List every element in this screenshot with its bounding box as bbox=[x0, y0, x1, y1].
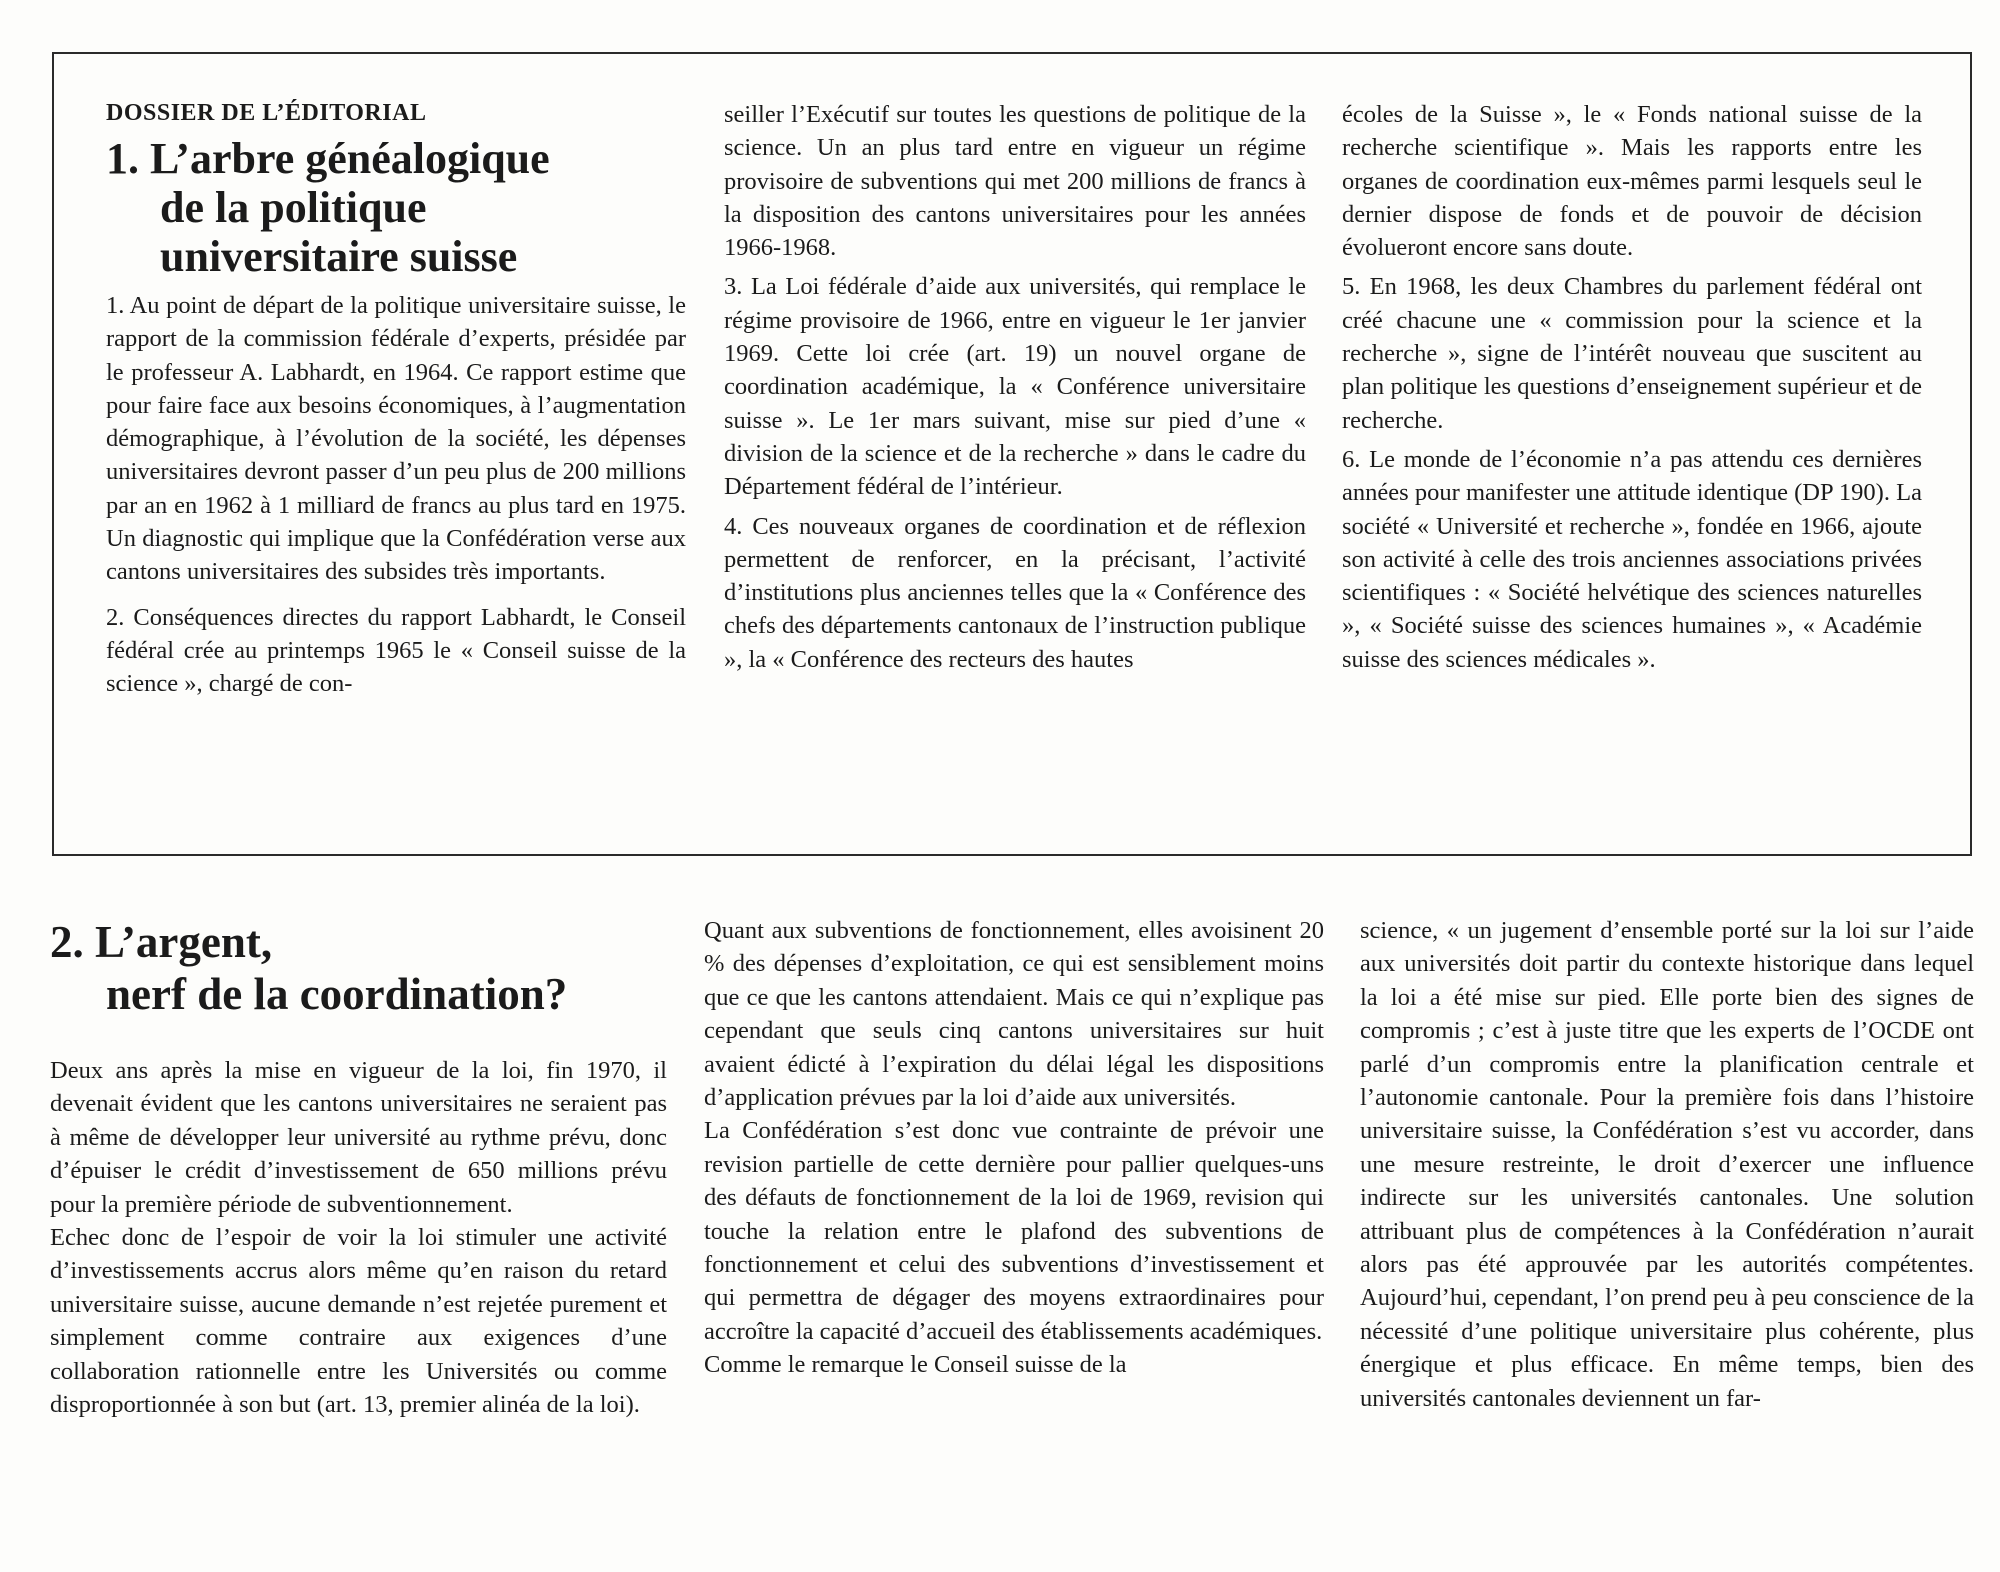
section1-column-1 bbox=[106, 98, 686, 701]
section1-title bbox=[106, 134, 686, 281]
section1-title-line1: 1. L’arbre généalogique bbox=[106, 134, 550, 183]
dossier-kicker: DOSSIER DE L’ÉDITORIAL bbox=[106, 100, 427, 126]
section1-paragraph-1: 1. Au point de départ de la politique universitaire suisse, le rapport de la commission fédérale d’experts, présidée par le professeur A. Labhardt, en 1964. Ce rapport estime que pour faire face aux besoins économiques, à l’augmentation démographique, à l’évolution de la société, les dépenses universitaires devront passer d’un peu plus de 200 millions par an en 1962 à 1 milliard de francs au plus tard en 1975. Un diagnostic qui implique que la Confédération verse aux cantons universitaires des subsides très importants. bbox=[106, 292, 686, 586]
section2-column-3 bbox=[1360, 914, 1974, 1415]
section2-paragraph-4: La Confédération s’est donc vue contrainte de prévoir une revision partielle de cette dernière pour pallier quelques-uns des défauts de fonctionnement de la loi de 1969, revision qui touche la relation entre le plafond des subventions de fonctionnement et celui des subventions d’investissement et qui permettra de dégager des moyens extraordinaires pour accroître la capacité d’accueil des établissements académiques. bbox=[704, 1117, 1324, 1345]
section2-column-2 bbox=[704, 914, 1324, 1382]
section2-column-1 bbox=[50, 916, 667, 1421]
section1-paragraph-3: 3. La Loi fédérale d’aide aux universités, qui remplace le régime provisoire de 1966, entre en vigueur le 1er janvier 1969. Cette loi crée (art. 19) un nouvel organe de coordination académique, la « Conférence universitaire suisse ». Le 1er mars suivant, mise sur pied d’une « division de la science et de la recherche » dans le cadre du Département fédéral de l’intérieur. bbox=[724, 273, 1306, 501]
section2-paragraph-3: Quant aux subventions de fonctionnement, elles avoisinent 20 % des dépenses d’exploitation, ce qui est sensiblement moins que ce que les cantons attendaient. Mais ce qui n’explique pas cependant que seuls cinq cantons universitaires sur huit avaient édicté à l’expiration du délai légal les dispositions d’application prévues par la loi d’aide aux universités. bbox=[704, 917, 1324, 1112]
section1-paragraph-5: 5. En 1968, les deux Chambres du parlement fédéral ont créé chacune une « commission pour la science et la recherche », signe de l’intérêt nouveau que suscitent au plan politique les questions d’enseignement supérieur et de recherche. bbox=[1342, 273, 1922, 434]
section1-column-3 bbox=[1342, 98, 1922, 676]
section1-paragraph-2-cont: seiller l’Exécutif sur toutes les questions de politique de la science. Un an plus tard entre en vigueur un régime provisoire de subventions qui met 200 millions de francs à la disposition des cantons universitaires pour les années 1966-1968. bbox=[724, 101, 1306, 262]
section1-title-line2: de la politique bbox=[160, 183, 427, 232]
section1-paragraph-4-cont: écoles de la Suisse », le « Fonds national suisse de la recherche scientifique ». Mais les rapports entre les organes de coordination eux-mêmes parmi lesquels seul le dernier dispose de fonds et de pouvoir de décision évolueront encore sans doute. bbox=[1342, 101, 1922, 262]
section2-paragraph-6: science, « un jugement d’ensemble porté sur la loi sur l’aide aux universités doit partir du contexte historique dans lequel la loi a été mise sur pied. Elle porte bien des signes de compromis ; c’est à juste titre que les experts de l’OCDE ont parlé d’un compromis entre la planification centrale et l’autonomie cantonale. Pour la première fois dans l’histoire universitaire suisse, la Confédération s’est vu accorder, dans une mesure restreinte, le droit d’exercer une influence indirecte sur les universités cantonales. Une solution attribuant plus de compétences à la Confédération n’aurait alors pas été approuvée par les autorités compétentes. Aujourd’hui, cependant, l’on prend peu à peu conscience de la nécessité d’une politique universitaire plus cohérente, plus énergique et plus efficace. En même temps, bien des universités cantonales deviennent un far- bbox=[1360, 917, 1974, 1412]
section1-paragraph-6: 6. Le monde de l’économie n’a pas attendu ces dernières années pour manifester une attitude identique (DP 190). La société « Université et recherche », fondée en 1966, ajoute son activité à celle des trois anciennes associations privées scientifiques : « Société helvétique des sciences naturelles », « Société suisse des sciences humaines », « Académie suisse des sciences médicales ». bbox=[1342, 445, 1922, 673]
section1-paragraph-4: 4. Ces nouveaux organes de coordination et de réflexion permettent de renforcer, en la précisant, l’activité d’institutions plus anciennes telles que la « Conférence des chefs des départements cantonaux de l’instruction publique », la « Conférence des recteurs des hautes bbox=[724, 512, 1306, 673]
section2-title bbox=[50, 916, 667, 1020]
section2-paragraph-1: Deux ans après la mise en vigueur de la loi, fin 1970, il devenait évident que les cantons universitaires ne seraient pas à même de développer leur université au rythme prévu, donc d’épuiser le crédit d’investissement de 650 millions prévu pour la première période de subventionnement. bbox=[50, 1057, 667, 1218]
section1-paragraph-2: 2. Conséquences directes du rapport Labhardt, le Conseil fédéral crée au printemps 1965 le « Conseil suisse de la science », chargé de con- bbox=[106, 603, 686, 698]
section2-title-line1: 2. L’argent, bbox=[50, 917, 273, 967]
section1-column-2 bbox=[724, 98, 1306, 676]
section2-paragraph-5: Comme le remarque le Conseil suisse de la bbox=[704, 1351, 1127, 1379]
section2-title-line2: nerf de la coordination? bbox=[106, 969, 568, 1019]
section1-title-line3: universitaire suisse bbox=[160, 232, 518, 281]
section2-paragraph-2: Echec donc de l’espoir de voir la loi stimuler une activité d’investissements accrus alors même qu’en raison du retard universitaire suisse, aucune demande n’est rejetée purement et simplement comme contraire aux exigences d’une collaboration rationnelle entre les Universités ou comme disproportionnée à son but (art. 13, premier alinéa de la loi). bbox=[50, 1224, 667, 1419]
